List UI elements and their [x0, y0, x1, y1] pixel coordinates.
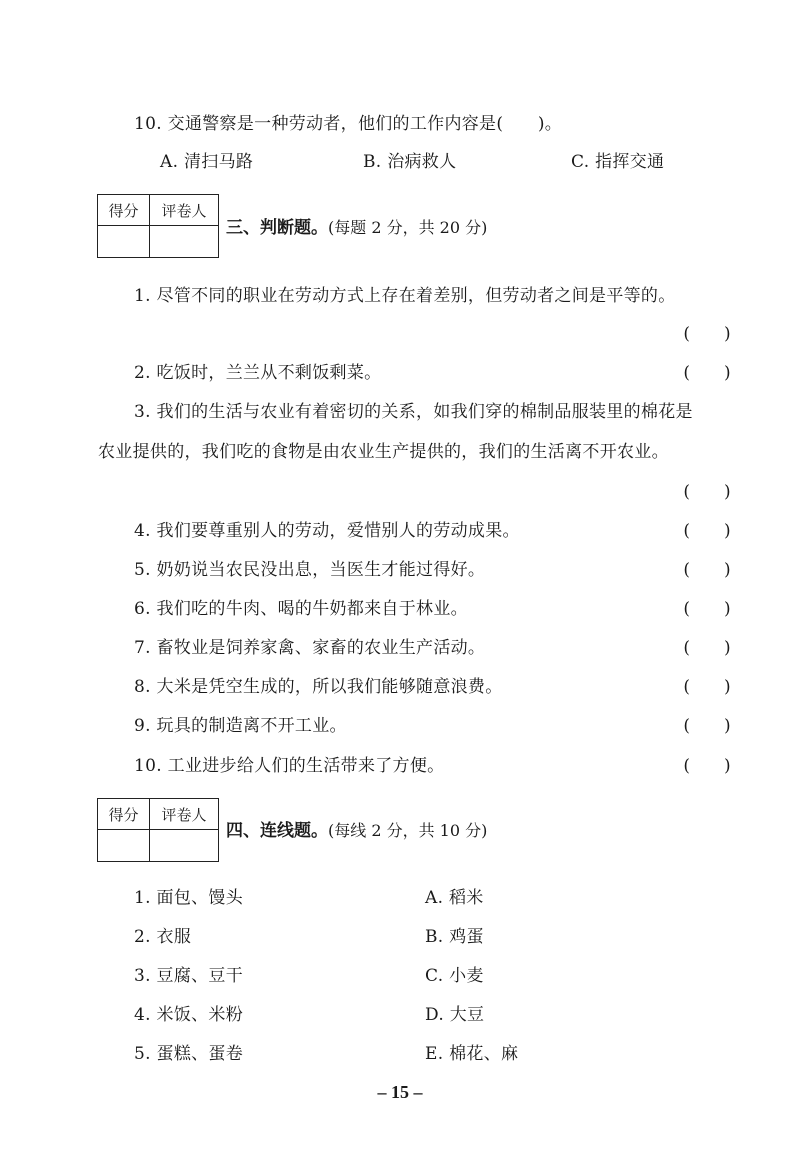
judge-item-4: 4. 我们要尊重别人的劳动，爱惜别人的劳动成果。 [134, 521, 520, 541]
judge-item-7: 7. 畜牧业是饲养家禽、家畜的农业生产活动。 [134, 638, 486, 658]
match-left-5: 5. 蛋糕、蛋卷 [134, 1044, 244, 1064]
section-3-title: 三、判断题。 [226, 218, 328, 238]
match-left-1: 1. 面包、馒头 [134, 888, 244, 908]
match-right-e: E. 棉花、麻 [425, 1044, 519, 1064]
match-left-2: 2. 衣服 [134, 927, 192, 947]
judge-item-9: 9. 玩具的制造离不开工业。 [134, 716, 347, 736]
score-label: 得分 [98, 195, 150, 226]
section-3-heading [226, 216, 487, 240]
option-b: B. 治病救人 [363, 152, 457, 172]
match-left-3: 3. 豆腐、豆干 [134, 966, 244, 986]
judge-item-3-line-2: 农业提供的，我们吃的食物是由农业生产提供的，我们的生活离不开农业。 [98, 442, 669, 462]
score-box-section-4 [97, 798, 219, 862]
judge-item-2: 2. 吃饭时，兰兰从不剩饭剩菜。 [134, 363, 382, 383]
judge-item-3-line-1: 3. 我们的生活与农业有着密切的关系，如我们穿的棉制品服装里的棉花是 [134, 402, 693, 422]
answer-paren-5: ( ) [683, 560, 731, 580]
answer-paren-9: ( ) [683, 716, 731, 736]
question-10-prev: 10. 交通警察是一种劳动者，他们的工作内容是( )。 [134, 114, 563, 134]
section-3-note: (每题 2 分，共 20 分) [328, 218, 488, 237]
option-a: A. 清扫马路 [160, 152, 254, 172]
page-number: – 15 – [377, 1082, 423, 1102]
match-right-a: A. 稻米 [425, 888, 484, 908]
grader-label: 评卷人 [150, 799, 218, 830]
judge-item-6: 6. 我们吃的牛肉、喝的牛奶都来自于林业。 [134, 599, 468, 619]
grader-cell [150, 226, 218, 257]
score-cell [98, 830, 150, 861]
answer-paren-4: ( ) [683, 521, 731, 541]
match-right-c: C. 小麦 [425, 966, 484, 986]
answer-paren-3: ( ) [683, 482, 731, 502]
grader-cell [150, 830, 218, 861]
match-right-b: B. 鸡蛋 [425, 927, 484, 947]
judge-item-10: 10. 工业进步给人们的生活带来了方便。 [134, 756, 445, 776]
answer-paren-1: ( ) [683, 324, 731, 344]
option-c: C. 指挥交通 [571, 152, 665, 172]
match-left-4: 4. 米饭、米粉 [134, 1005, 244, 1025]
score-box-section-3 [97, 194, 219, 258]
answer-paren-7: ( ) [683, 638, 731, 658]
section-4-heading [226, 819, 487, 843]
judge-item-8: 8. 大米是凭空生成的，所以我们能够随意浪费。 [134, 677, 503, 697]
judge-item-1: 1. 尽管不同的职业在劳动方式上存在着差别，但劳动者之间是平等的。 [134, 286, 676, 306]
score-label: 得分 [98, 799, 150, 830]
answer-paren-10: ( ) [683, 756, 731, 776]
match-right-d: D. 大豆 [425, 1005, 485, 1025]
section-4-note: (每线 2 分，共 10 分) [328, 821, 488, 840]
score-cell [98, 226, 150, 257]
answer-paren-2: ( ) [683, 363, 731, 383]
judge-item-5: 5. 奶奶说当农民没出息，当医生才能过得好。 [134, 560, 486, 580]
grader-label: 评卷人 [150, 195, 218, 226]
answer-paren-6: ( ) [683, 599, 731, 619]
answer-paren-8: ( ) [683, 677, 731, 697]
section-4-title: 四、连线题。 [226, 821, 328, 841]
